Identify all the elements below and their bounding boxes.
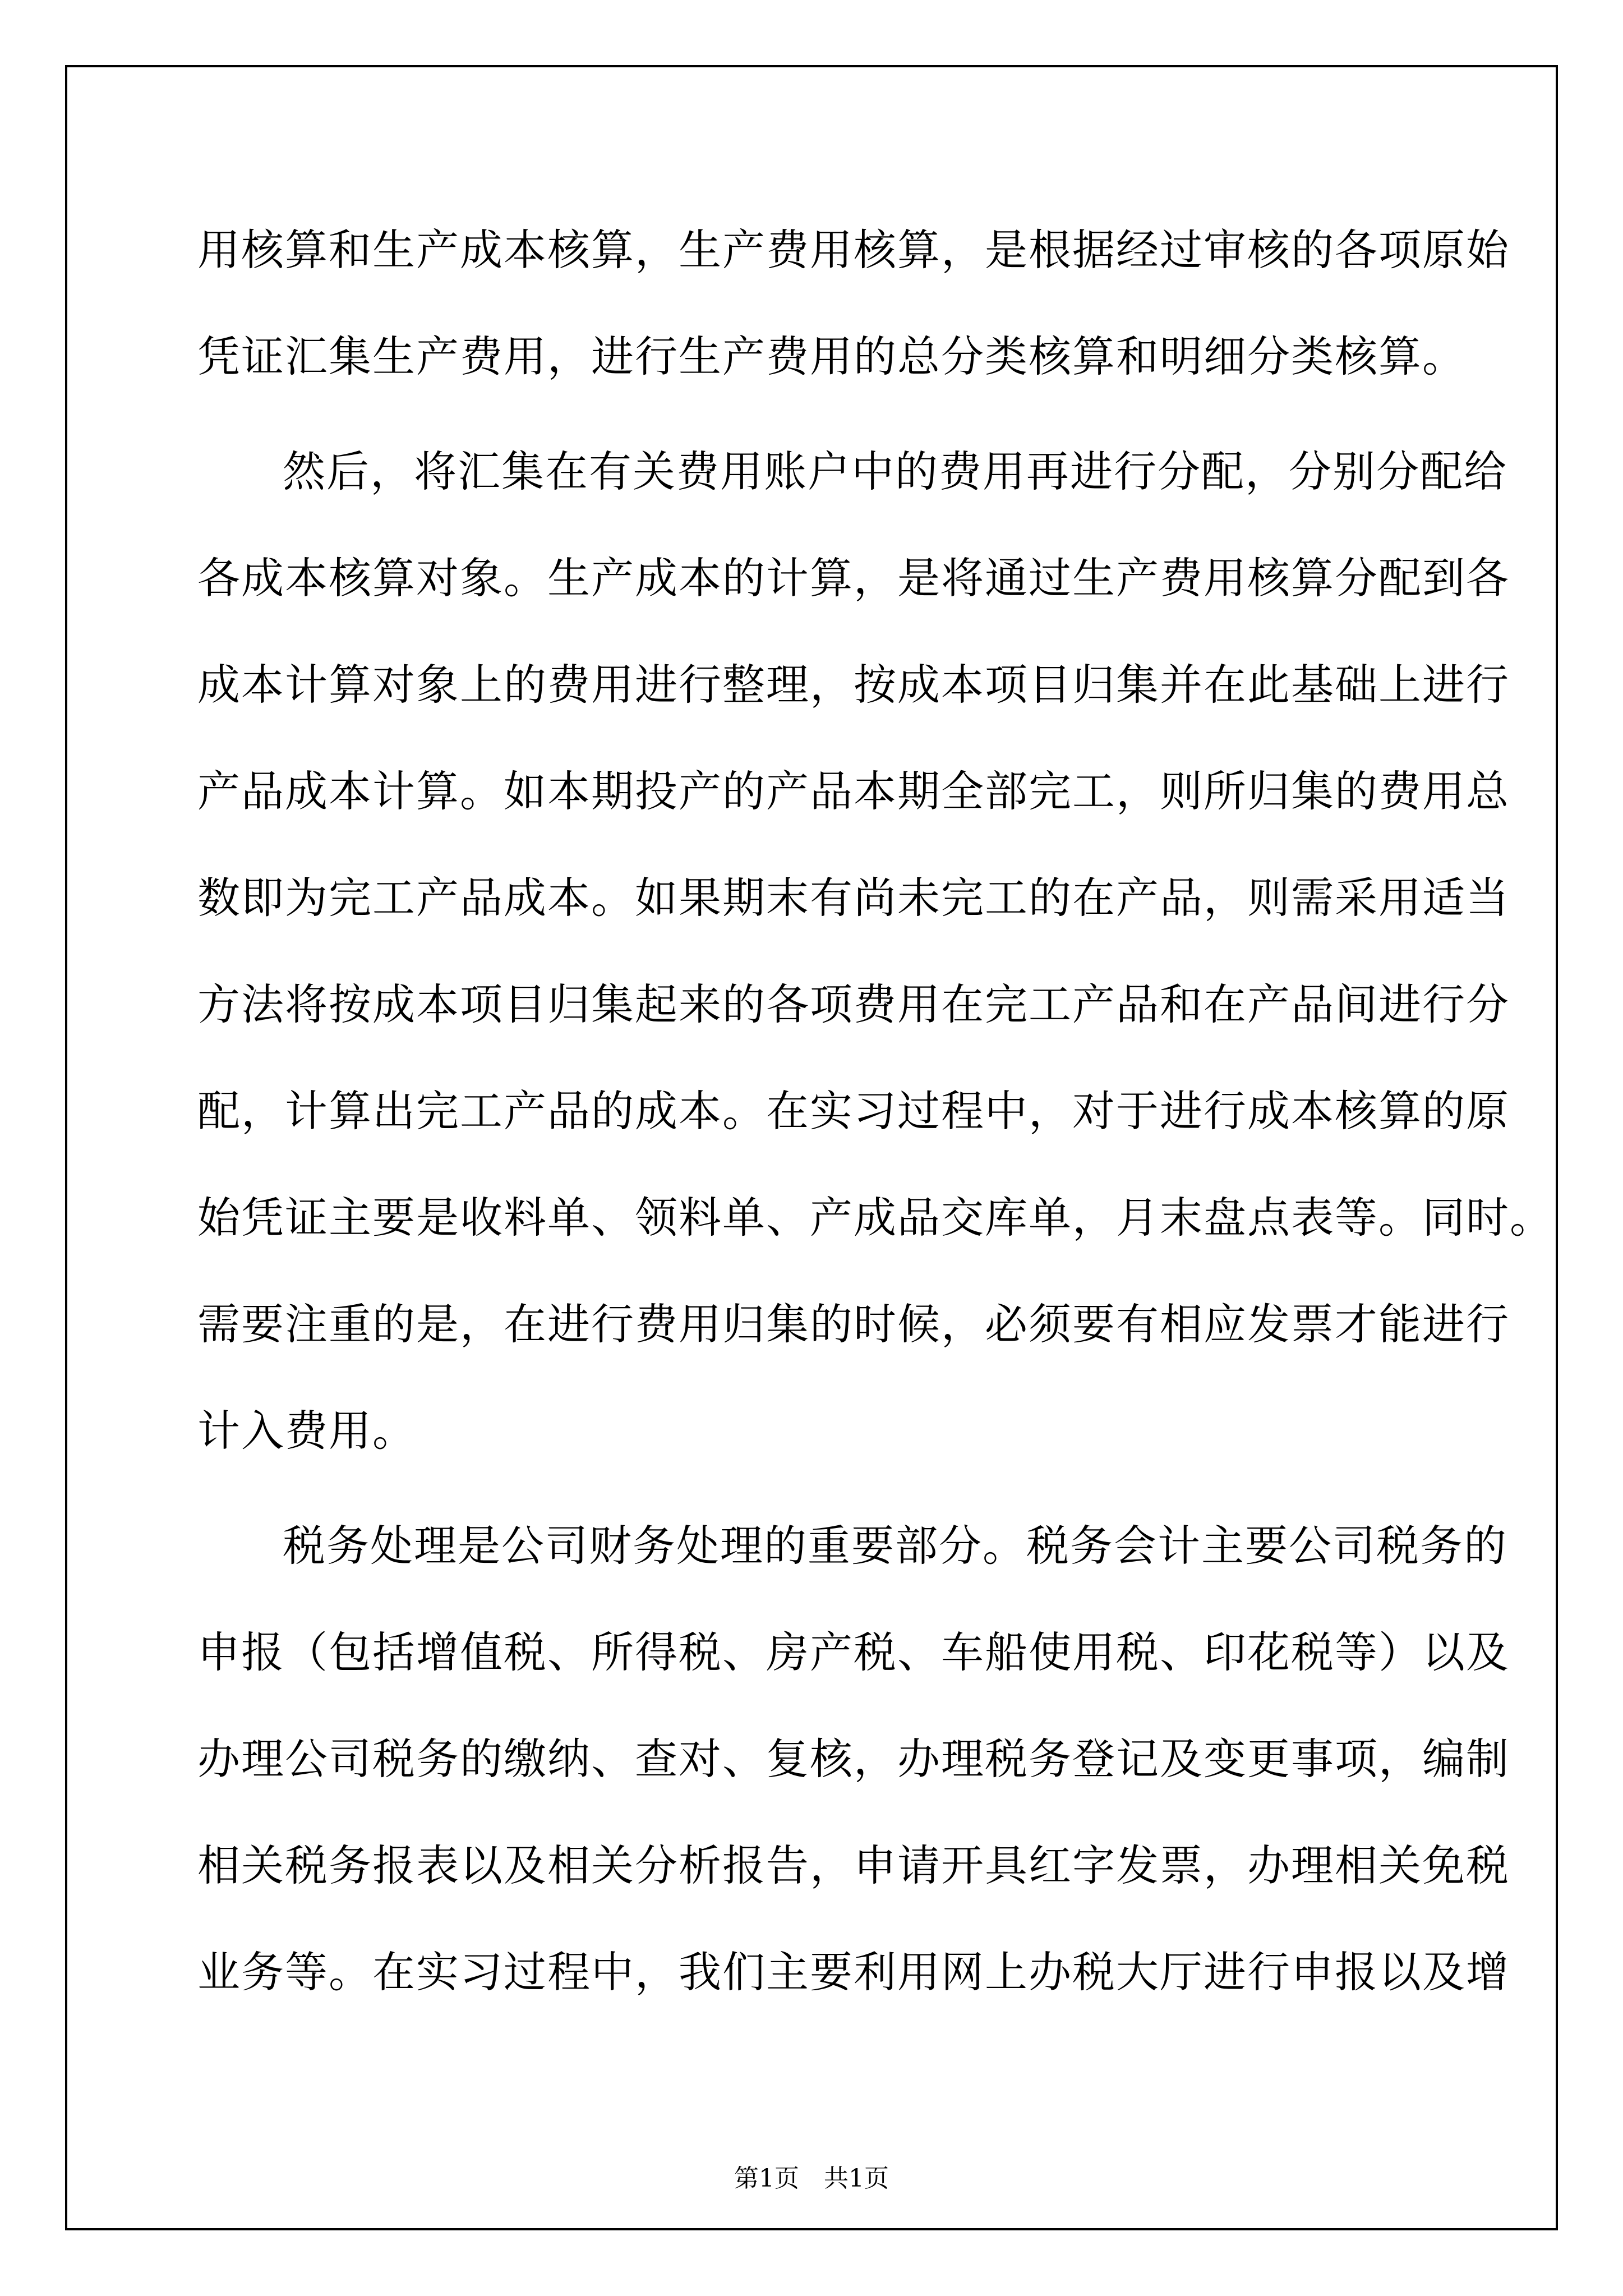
paragraph-line: 各成本核算对象。生产成本的计算，是将通过生产费用核算分配到各	[197, 553, 1510, 603]
paragraph-line: 配，计算出完工产品的成本。在实习过程中，对于进行成本核算的原	[197, 1086, 1510, 1136]
paragraph-line: 计入费用。	[197, 1406, 416, 1456]
paragraph-line: 需要注重的是，在进行费用归集的时候，必须要有相应发票才能进行	[197, 1299, 1510, 1349]
paragraph-line: 始凭证主要是收料单、领料单、产成品交库单，月末盘点表等。同时。	[197, 1193, 1553, 1243]
paragraph-line: 成本计算对象上的费用进行整理，按成本项目归集并在此基础上进行	[197, 660, 1510, 710]
paragraph-line: 用核算和生产成本核算，生产费用核算，是根据经过审核的各项原始	[197, 225, 1510, 275]
page-number: 第1页 共1页	[734, 2164, 889, 2193]
paragraph-line: 办理公司税务的缴纳、查对、复核，办理税务登记及变更事项，编制	[197, 1734, 1510, 1784]
paragraph-line: 申报（包括增值税、所得税、房产税、车船使用税、印花税等）以及	[197, 1627, 1510, 1677]
paragraph-line: 然后，将汇集在有关费用账户中的费用再进行分配，分别分配给	[283, 447, 1507, 496]
page-border	[65, 65, 1558, 2230]
paragraph-line: 业务等。在实习过程中，我们主要利用网上办税大厅进行申报以及增	[197, 1947, 1510, 1997]
paragraph-line: 凭证汇集生产费用，进行生产费用的总分类核算和明细分类核算。	[197, 332, 1466, 381]
paragraph-line: 产品成本计算。如本期投产的产品本期全部完工，则所归集的费用总	[197, 766, 1510, 816]
paragraph-line: 数即为完工产品成本。如果期末有尚未完工的在产品，则需采用适当	[197, 873, 1510, 923]
paragraph-line: 方法将按成本项目归集起来的各项费用在完工产品和在产品间进行分	[197, 979, 1510, 1029]
paragraph-line: 税务处理是公司财务处理的重要部分。税务会计主要公司税务的	[283, 1521, 1507, 1571]
paragraph-line: 相关税务报表以及相关分析报告，申请开具红字发票，办理相关免税	[197, 1841, 1510, 1890]
